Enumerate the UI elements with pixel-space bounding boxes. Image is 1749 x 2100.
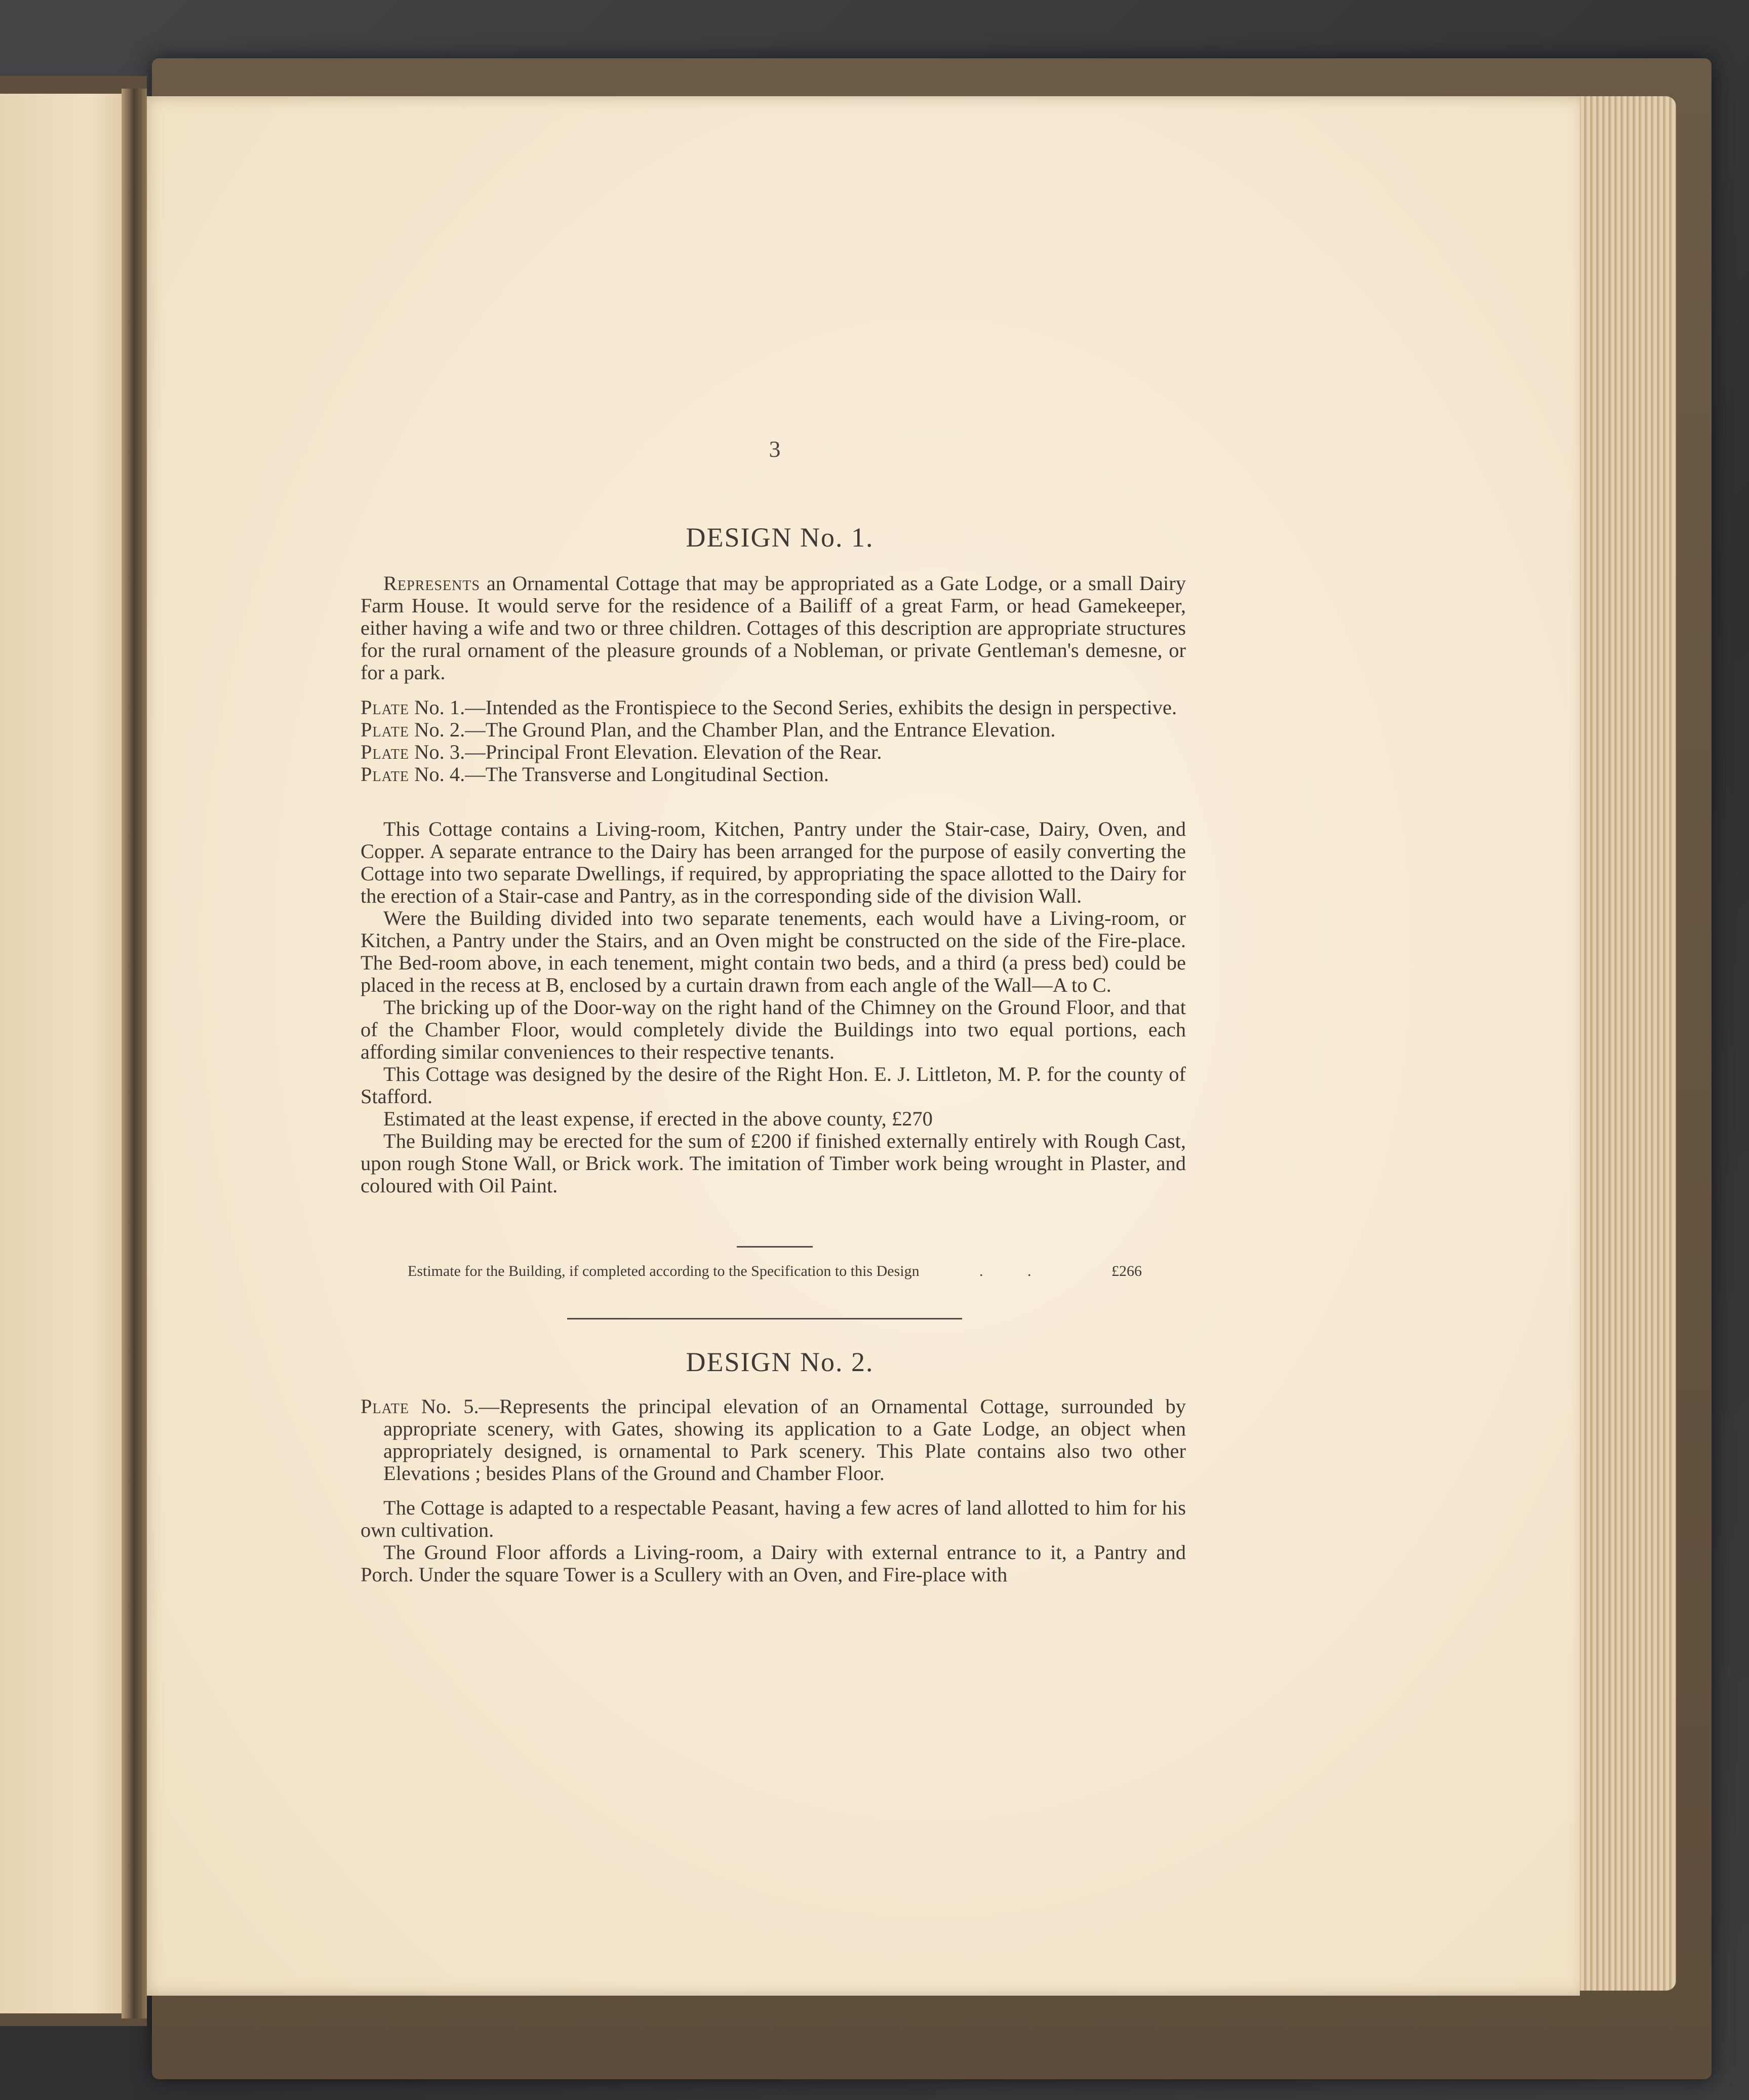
body-paragraph: The Building may be erected for the sum of £200 if finished externally entirely with Rough Cast, upon rough Stone Wall, or Brick work. The imitation of Timber work being wrought in Plaster, and coloured with Oil Paint. (361, 1130, 1186, 1197)
short-divider (737, 1246, 813, 1248)
plate-text: No. 3.—Principal Front Elevation. Elevation of the Rear. (409, 741, 882, 763)
body-paragraph: The Ground Floor affords a Living-room, a Dairy with external entrance to it, a Pantry and Porch. Under the square Tower is a Scullery with an Oven, and Fire-place with (361, 1541, 1186, 1586)
plate-text: No. 5.—Represents the principal elevation of an Ornamental Cottage, surrounded by appropriate scenery, with Gates, showing its application to a Gate Lodge, an object when appropriately designed, is ornamental to Park scenery. This Plate contains also two other Elevations ; besides Plans of the Ground and Chamber Floor. (383, 1395, 1186, 1485)
body-paragraph: This Cottage was designed by the desire of the Right Hon. E. J. Littleton, M. P. for the county of Stafford. (361, 1063, 1186, 1108)
plate-text: No. 1.—Intended as the Frontispiece to the Second Series, exhibits the design in perspective. (409, 696, 1177, 719)
plate-text: No. 4.—The Transverse and Longitudinal Section. (409, 763, 829, 786)
plate-label: Plate (361, 1395, 409, 1418)
plate-item (361, 719, 1186, 741)
body-paragraph: Estimated at the least expense, if erected in the above county, £270 (383, 1107, 933, 1130)
book-gutter (122, 89, 147, 2018)
plate-item (361, 763, 1186, 786)
plate-list (361, 696, 1186, 786)
section-divider (567, 1318, 962, 1319)
plate-label: Plate (361, 718, 409, 741)
plate-label: Plate (361, 763, 409, 786)
body-paragraph: Were the Building divided into two separate tenements, each would have a Living-room, or Kitchen, a Pantry under the Stairs, and an Oven might be constructed on the side of the Fire-place. The Bed-room above, in each tenement, might contain two beds, and a third (a press bed) could be placed in the recess at B, enclosed by a curtain drawn from each angle of the Wall—A to C. (361, 907, 1186, 996)
plate-label: Plate (361, 696, 409, 719)
plate-item (361, 696, 1186, 719)
design-2-plate (361, 1395, 1186, 1485)
design-1-intro (361, 572, 1186, 684)
design-2-body (361, 1497, 1186, 1586)
page-number: 3 (769, 436, 781, 462)
estimate-dots: . . (979, 1263, 1052, 1279)
intro-text: an Ornamental Cottage that may be appropriated as a Gate Lodge, or a small Dairy Farm House. It would serve for the residence of a Bailiff of a great Farm, or head Gamekeeper, either having a wife and two or three children. Cottages of this description are appropriate structures for the rural ornament of the pleasure grounds of a Nobleman, or private Gentleman's demesne, or for a park. (361, 572, 1186, 684)
body-paragraph: This Cottage contains a Living-room, Kitchen, Pantry under the Stair-case, Dairy, Oven, and Copper. A separate entrance to the Dairy has been arranged for the purpose of easily converting the Cottage into two separate Dwellings, if required, by appropriating the space allotted to the Dairy for the erection of a Stair-case and Pantry, as in the corresponding side of the division Wall. (361, 818, 1186, 907)
plate-item (361, 1395, 1186, 1485)
body-paragraph: The Cottage is adapted to a respectable Peasant, having a few acres of land allotted to him for his own cultivation. (361, 1496, 1186, 1541)
plate-label: Plate (361, 741, 409, 763)
left-page (0, 94, 129, 2013)
design-2-title: DESIGN No. 2. (686, 1347, 874, 1377)
estimate-label: Estimate for the Building, if completed according to the Specification to this Design (408, 1263, 920, 1279)
page-edges (1575, 96, 1676, 1991)
estimate-value: £266 (1111, 1263, 1142, 1279)
plate-item (361, 741, 1186, 763)
design-1-body (361, 818, 1186, 1197)
plate-text: No. 2.—The Ground Plan, and the Chamber Plan, and the Entrance Elevation. (409, 718, 1056, 741)
intro-lead: Represents (383, 572, 481, 595)
design-1-title: DESIGN No. 1. (686, 522, 874, 553)
estimate-line (408, 1263, 1142, 1280)
body-paragraph: The bricking up of the Door-way on the right hand of the Chimney on the Ground Floor, and that of the Chamber Floor, would completely divide the Buildings into two equal portions, each affording similar conveniences to their respective tenants. (361, 996, 1186, 1063)
